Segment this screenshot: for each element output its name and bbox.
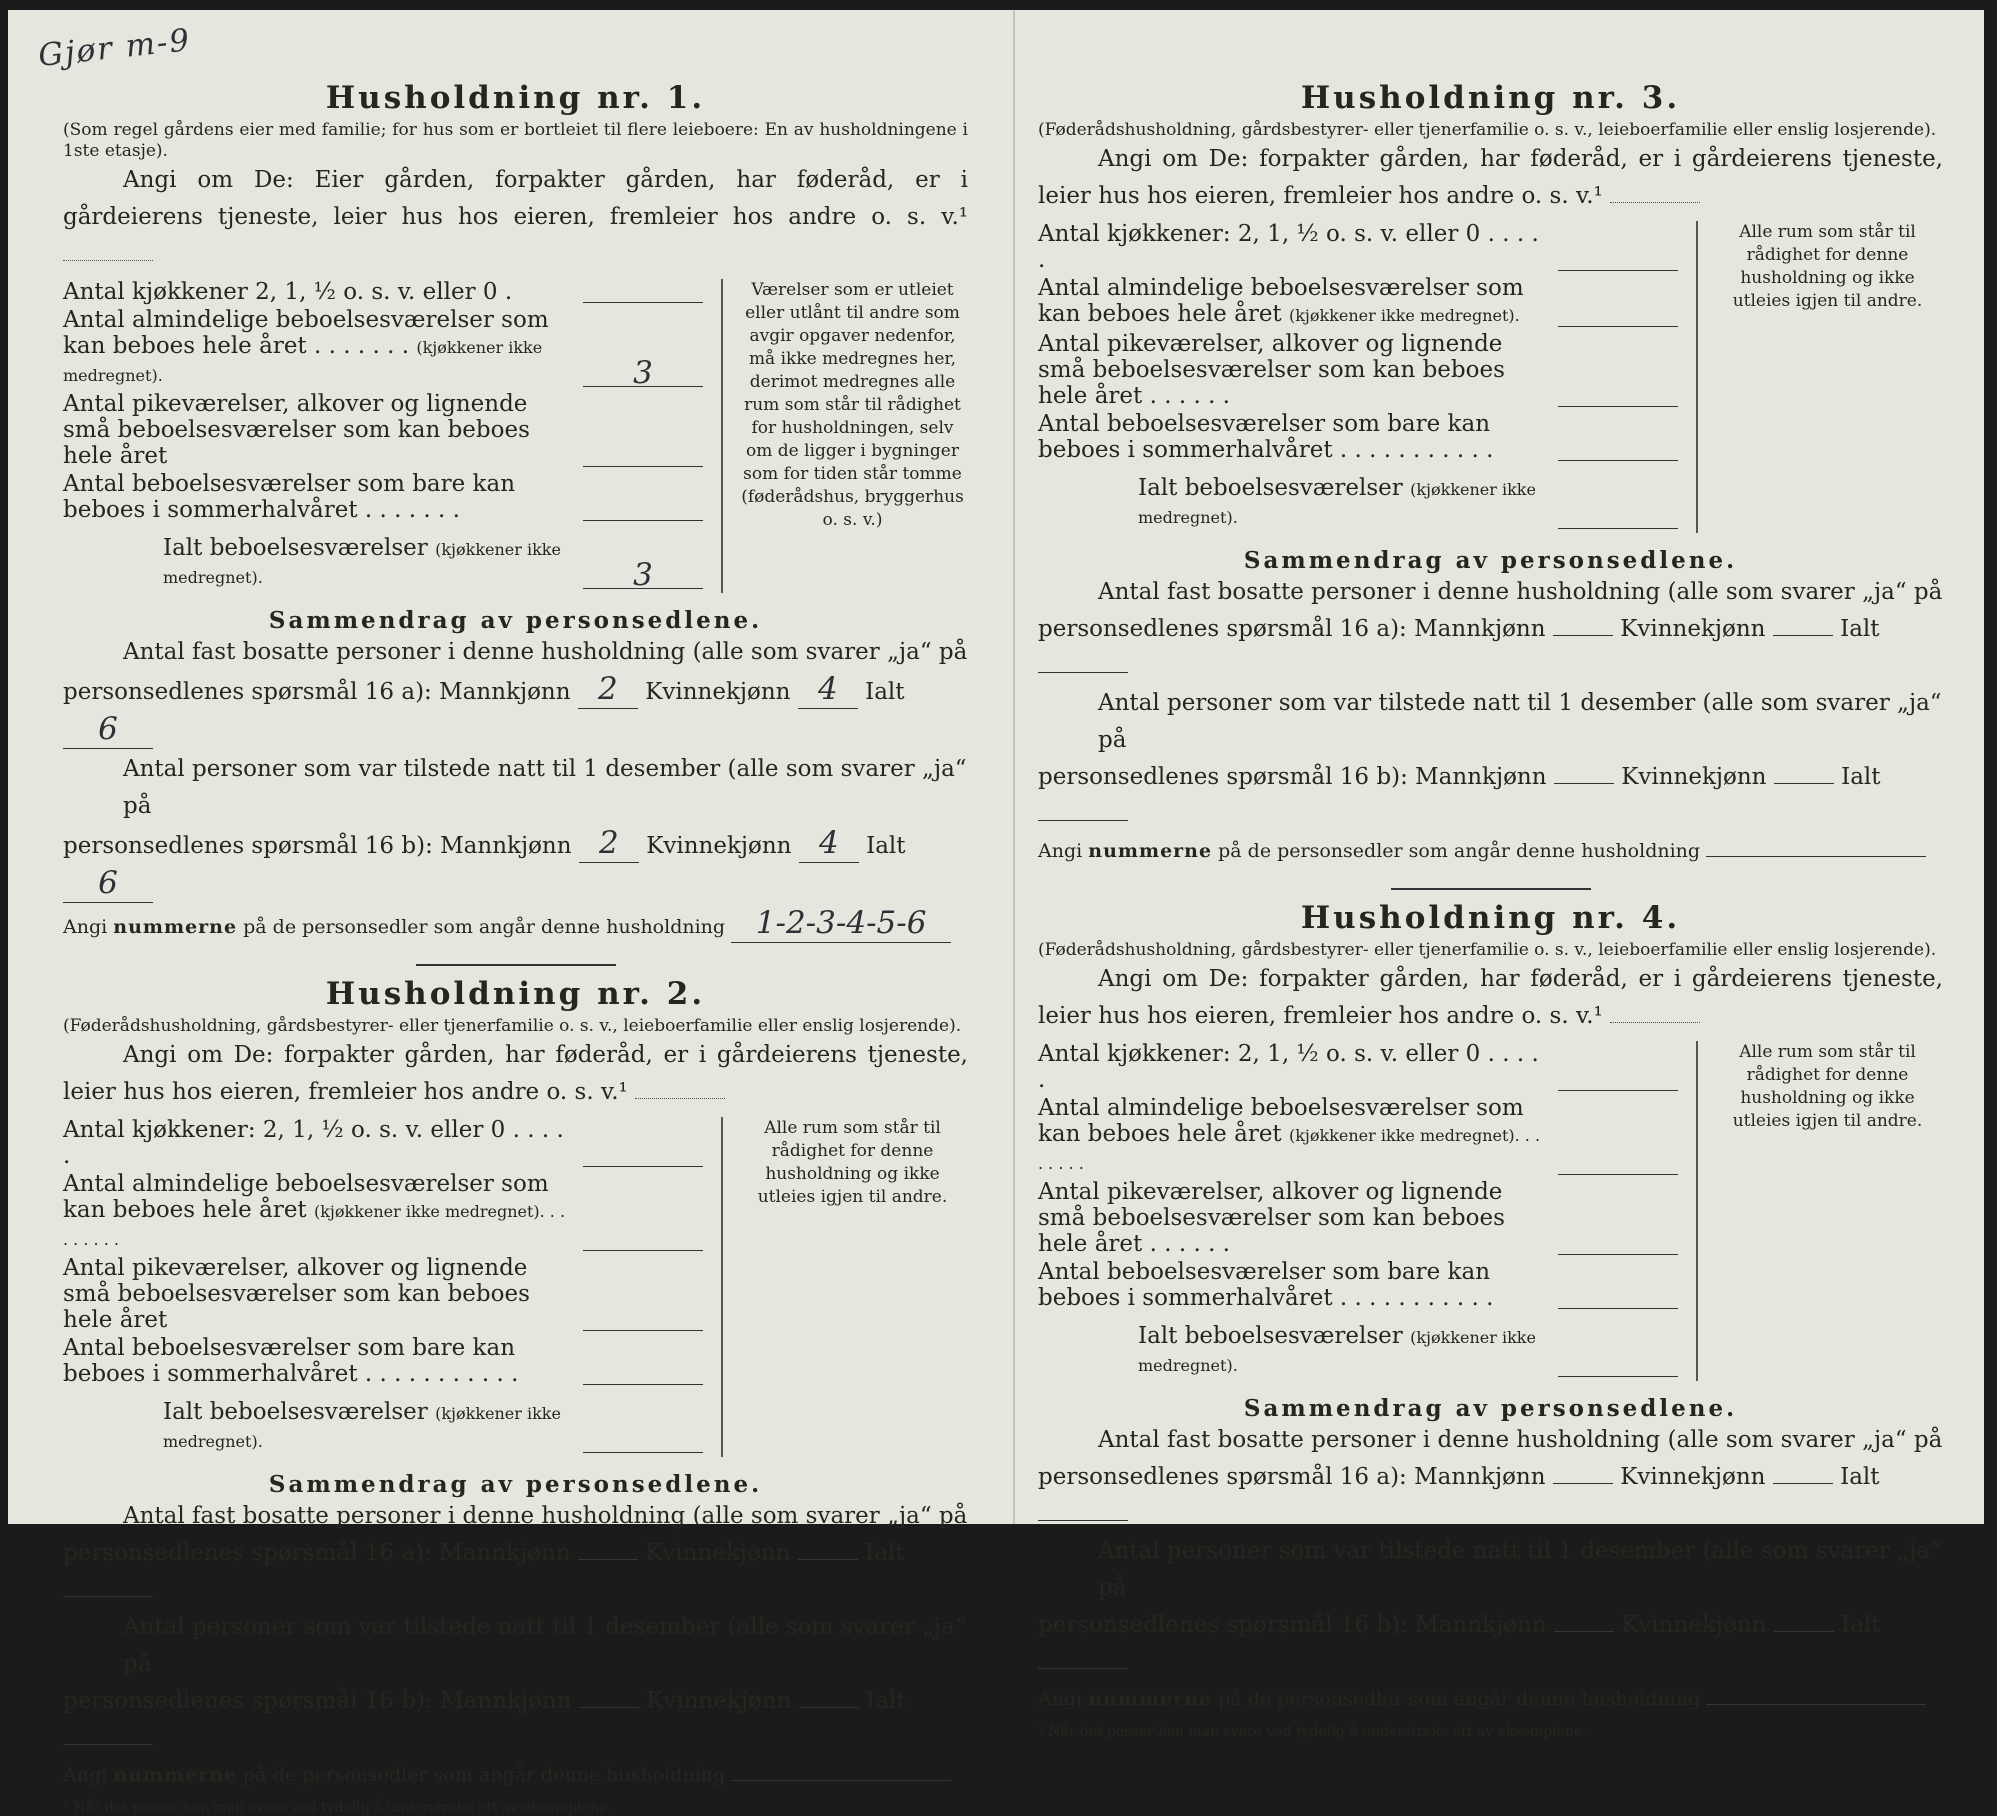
section-separator: [416, 964, 616, 966]
resident-count-row: Antal fast bosatte personer i denne husholdning (alle som svarer „ja“ på personsedlenes spørsmål 16 a): Mannkjønn 2 Kvinnekjønn 4 Ialt 6: [63, 639, 968, 747]
small-rooms-row: Antal pikeværelser, alkover og lignende små beboelsesværelser som kan beboes hele året: [63, 391, 703, 469]
resident-total[interactable]: 6: [63, 711, 153, 749]
household-intro: (Føderådshusholdning, gårdsbestyrer- eller tjenerfamilie o. s. v., leieboerfamilie eller enslig losjerende).: [1038, 940, 1937, 960]
household-h2: [63, 976, 968, 1794]
total-rooms-answer[interactable]: [1558, 1376, 1678, 1377]
total-rooms-answer[interactable]: [583, 1452, 703, 1453]
total-rooms-row: Ialt beboelsesværelser (kjøkkener ikke medregnet).: [1038, 475, 1678, 531]
present-male[interactable]: 2: [579, 825, 639, 863]
small-rooms-answer[interactable]: [1558, 1254, 1678, 1255]
rooms-block: [63, 1117, 968, 1457]
present-male[interactable]: [1554, 783, 1614, 784]
rooms-rows: [1038, 221, 1678, 533]
household-status-question: Angi om De: forpakter gården, har føderåd, er i gårdeierens tjeneste, leier hus hos eieren, fremleier hos andre o. s. v.¹: [1038, 966, 1943, 1029]
resident-female[interactable]: [1773, 635, 1833, 636]
household-intro: (Føderådshusholdning, gårdsbestyrer- eller tjenerfamilie o. s. v., leieboerfamilie eller enslig losjerende).: [63, 1016, 962, 1036]
summer-rooms-row: Antal beboelsesværelser som bare kan beboes i sommerhalvåret . . . . . . . . . . .: [1038, 1259, 1678, 1311]
resident-female[interactable]: 4: [798, 671, 858, 709]
household-title: Husholdning nr. 3.: [1300, 80, 1681, 116]
resident-count-row: Antal fast bosatte personer i denne husholdning (alle som svarer „ja“ på personsedlenes spørsmål 16 a): Mannkjønn Kvinnekjønn Ialt: [63, 1498, 968, 1609]
slip-numbers-answer[interactable]: 1-2-3-4-5-6: [731, 905, 951, 943]
ordinary-rooms-answer[interactable]: [1558, 1174, 1678, 1175]
slip-numbers-answer[interactable]: [731, 1780, 951, 1781]
handwritten-margin-note: Gjør m-9: [36, 22, 193, 74]
slip-numbers-row: Angi nummerne på de personsedler som angår denne husholdning 1-2-3-4-5-6: [63, 905, 968, 946]
rooms-block: [1038, 221, 1943, 533]
total-rooms-row: Ialt beboelsesværelser (kjøkkener ikke medregnet).: [1038, 1323, 1678, 1379]
census-form-sheet: [8, 10, 1984, 1816]
rooms-rows: [63, 1117, 703, 1457]
kitchens-answer[interactable]: [1558, 1090, 1678, 1091]
slip-numbers-row: Angi nummerne på de personsedler som angår denne husholdning: [1038, 1681, 1943, 1718]
present-female[interactable]: [1774, 1631, 1834, 1632]
rooms-rows: [1038, 1041, 1678, 1381]
ordinary-rooms-row: Antal almindelige beboelsesværelser som kan beboes hele året (kjøkkener ikke medregnet). . . . . . . . .: [63, 1171, 703, 1253]
resident-total[interactable]: [1038, 672, 1128, 673]
household-intro: (Føderådshusholdning, gårdsbestyrer- eller tjenerfamilie o. s. v., leieboerfamilie eller enslig losjerende).: [1038, 120, 1937, 140]
present-count-row: Antal personer som var tilstede natt til 1 desember (alle som svarer „ja“ på personsedlenes spørsmål 16 b): Mannkjønn Kvinnekjønn Ialt: [63, 1609, 968, 1757]
present-female[interactable]: [799, 1707, 859, 1708]
rooms-block: [1038, 1041, 1943, 1381]
small-rooms-row: Antal pikeværelser, alkover og lignende små beboelsesværelser som kan beboes hele året . . . . . .: [1038, 1179, 1678, 1257]
household-status-question: Angi om De: Eier gården, forpakter gården, har føderåd, er i gårdeierens tjeneste, leier hus hos eieren, fremleier hos andre o. s. v.¹: [63, 162, 968, 273]
summary-title: Sammendrag av personsedlene.: [1243, 1395, 1738, 1422]
right-page: [1038, 80, 1943, 1740]
section-separator: [1391, 888, 1591, 890]
present-total[interactable]: [1038, 820, 1128, 821]
summary-title: Sammendrag av personsedlene.: [268, 607, 763, 634]
footnote: ¹ Når det passer kan man svare ved tydelig å understreke ett av eksemplene.: [63, 1800, 612, 1816]
slip-numbers-answer[interactable]: [1706, 856, 1926, 857]
present-female[interactable]: 4: [799, 825, 859, 863]
present-total[interactable]: [63, 1744, 153, 1745]
resident-count-row: Antal fast bosatte personer i denne husholdning (alle som svarer „ja“ på personsedlenes spørsmål 16 a): Mannkjønn Kvinnekjønn Ialt: [1038, 1422, 1943, 1533]
ordinary-rooms-answer[interactable]: [583, 1250, 703, 1251]
kitchens-row: Antal kjøkkener 2, 1, ½ o. s. v. eller 0 .: [63, 279, 703, 305]
summer-rooms-answer[interactable]: [583, 1384, 703, 1385]
present-count-row: Antal personer som var tilstede natt til 1 desember (alle som svarer „ja“ på personsedlenes spørsmål 16 b): Mannkjønn 2 Kvinnekjønn 4 Ialt 6: [63, 756, 967, 901]
rooms-note: Alle rum som står til rådighet for denne husholdning og ikke utleies igjen til andre.: [721, 1117, 968, 1457]
left-page: [63, 80, 968, 1816]
household-title: Husholdning nr. 1.: [325, 80, 706, 116]
present-male[interactable]: [1554, 1631, 1614, 1632]
small-rooms-answer[interactable]: [583, 466, 703, 467]
total-rooms-row: Ialt beboelsesværelser (kjøkkener ikke medregnet).: [63, 1399, 703, 1455]
resident-male[interactable]: [1553, 635, 1613, 636]
resident-total[interactable]: [1038, 1520, 1128, 1521]
household-intro: (Som regel gårdens eier med familie; for hus som er bortleiet til flere leieboere: En av husholdningene i 1ste etasje).: [63, 120, 968, 161]
household-status-question: Angi om De: forpakter gården, har føderåd, er i gårdeierens tjeneste, leier hus hos eieren, fremleier hos andre o. s. v.¹: [63, 1042, 968, 1105]
summer-rooms-row: Antal beboelsesværelser som bare kan beboes i sommerhalvåret . . . . . . .: [63, 471, 703, 523]
summer-rooms-row: Antal beboelsesværelser som bare kan beboes i sommerhalvåret . . . . . . . . . . .: [63, 1335, 703, 1387]
rooms-note: Alle rum som står til rådighet for denne husholdning og ikke utleies igjen til andre.: [1696, 221, 1943, 533]
kitchens-row: Antal kjøkkener: 2, 1, ½ o. s. v. eller 0 . . . . .: [1038, 221, 1678, 273]
kitchens-answer[interactable]: [583, 302, 703, 303]
present-total[interactable]: 6: [63, 865, 153, 903]
present-male[interactable]: [579, 1707, 639, 1708]
page-fold: [1013, 10, 1015, 1524]
household-h4: [1038, 900, 1943, 1718]
household-title: Husholdning nr. 2.: [325, 976, 706, 1012]
kitchens-row: Antal kjøkkener: 2, 1, ½ o. s. v. eller 0 . . . . .: [1038, 1041, 1678, 1093]
slip-numbers-row: Angi nummerne på de personsedler som angår denne husholdning: [63, 1757, 968, 1794]
total-rooms-row: Ialt beboelsesværelser (kjøkkener ikke medregnet). 3: [63, 535, 703, 591]
kitchens-row: Antal kjøkkener: 2, 1, ½ o. s. v. eller 0 . . . . .: [63, 1117, 703, 1169]
total-rooms-answer[interactable]: [1558, 528, 1678, 529]
summer-rooms-answer[interactable]: [583, 520, 703, 521]
rooms-note: Værelser som er utleiet eller utlånt til andre som avgir opgaver nedenfor, må ikke medregnes her, derimot medregnes alle rum som står til rådighet for husholdningen, selv om de ligger i bygninger som for tiden står tomme (føderådshus, bryggerhus o. s. v.): [721, 279, 968, 593]
small-rooms-answer[interactable]: [583, 1330, 703, 1331]
rooms-note: Alle rum som står til rådighet for denne husholdning og ikke utleies igjen til andre.: [1696, 1041, 1943, 1381]
summer-rooms-answer[interactable]: [1558, 460, 1678, 461]
ordinary-rooms-row: Antal almindelige beboelsesværelser som kan beboes hele året (kjøkkener ikke medregnet). . . . . . . .: [1038, 1095, 1678, 1177]
present-count-row: Antal personer som var tilstede natt til 1 desember (alle som svarer „ja“ på personsedlenes spørsmål 16 b): Mannkjønn Kvinnekjønn Ialt: [1038, 685, 1943, 833]
rooms-block: [63, 279, 968, 593]
ordinary-rooms-answer[interactable]: [1558, 326, 1678, 327]
present-female[interactable]: [1774, 783, 1834, 784]
small-rooms-row: Antal pikeværelser, alkover og lignende små beboelsesværelser som kan beboes hele året . . . . . .: [1038, 331, 1678, 409]
total-rooms-answer[interactable]: 3: [583, 562, 703, 589]
kitchens-answer[interactable]: [583, 1166, 703, 1167]
resident-male[interactable]: 2: [578, 671, 638, 709]
footnote: ¹ Når det passer kan man svare ved tydelig å understreke ett av eksemplene.: [1038, 1724, 1587, 1740]
slip-numbers-answer[interactable]: [1706, 1704, 1926, 1705]
resident-total[interactable]: [63, 1596, 153, 1597]
household-title: Husholdning nr. 4.: [1300, 900, 1681, 936]
summer-rooms-row: Antal beboelsesværelser som bare kan beboes i sommerhalvåret . . . . . . . . . . .: [1038, 411, 1678, 463]
summer-rooms-answer[interactable]: [1558, 1308, 1678, 1309]
household-h3: [1038, 80, 1943, 870]
resident-male[interactable]: [578, 1559, 638, 1560]
resident-female[interactable]: [1773, 1483, 1833, 1484]
summary-title: Sammendrag av personsedlene.: [268, 1471, 763, 1498]
small-rooms-row: Antal pikeværelser, alkover og lignende små beboelsesværelser som kan beboes hele året: [63, 1255, 703, 1333]
household-h1: [63, 80, 968, 946]
resident-male[interactable]: [1553, 1483, 1613, 1484]
resident-female[interactable]: [798, 1559, 858, 1560]
summary-title: Sammendrag av personsedlene.: [1243, 547, 1738, 574]
kitchens-answer[interactable]: [1558, 270, 1678, 271]
ordinary-rooms-row: Antal almindelige beboelsesværelser som kan beboes hele året . . . . . . . (kjøkkener ikke medregnet). 3: [63, 307, 703, 389]
ordinary-rooms-row: Antal almindelige beboelsesværelser som kan beboes hele året (kjøkkener ikke medregnet).: [1038, 275, 1678, 329]
ordinary-rooms-answer[interactable]: 3: [583, 360, 703, 387]
resident-count-row: Antal fast bosatte personer i denne husholdning (alle som svarer „ja“ på personsedlenes spørsmål 16 a): Mannkjønn Kvinnekjønn Ialt: [1038, 574, 1943, 685]
present-total[interactable]: [1038, 1668, 1128, 1669]
small-rooms-answer[interactable]: [1558, 406, 1678, 407]
rooms-rows: [63, 279, 703, 593]
slip-numbers-row: Angi nummerne på de personsedler som angår denne husholdning: [1038, 833, 1943, 870]
present-count-row: Antal personer som var tilstede natt til 1 desember (alle som svarer „ja“ på personsedlenes spørsmål 16 b): Mannkjønn Kvinnekjønn Ialt: [1038, 1533, 1943, 1681]
household-status-question: Angi om De: forpakter gården, har føderåd, er i gårdeierens tjeneste, leier hus hos eieren, fremleier hos andre o. s. v.¹: [1038, 146, 1943, 209]
